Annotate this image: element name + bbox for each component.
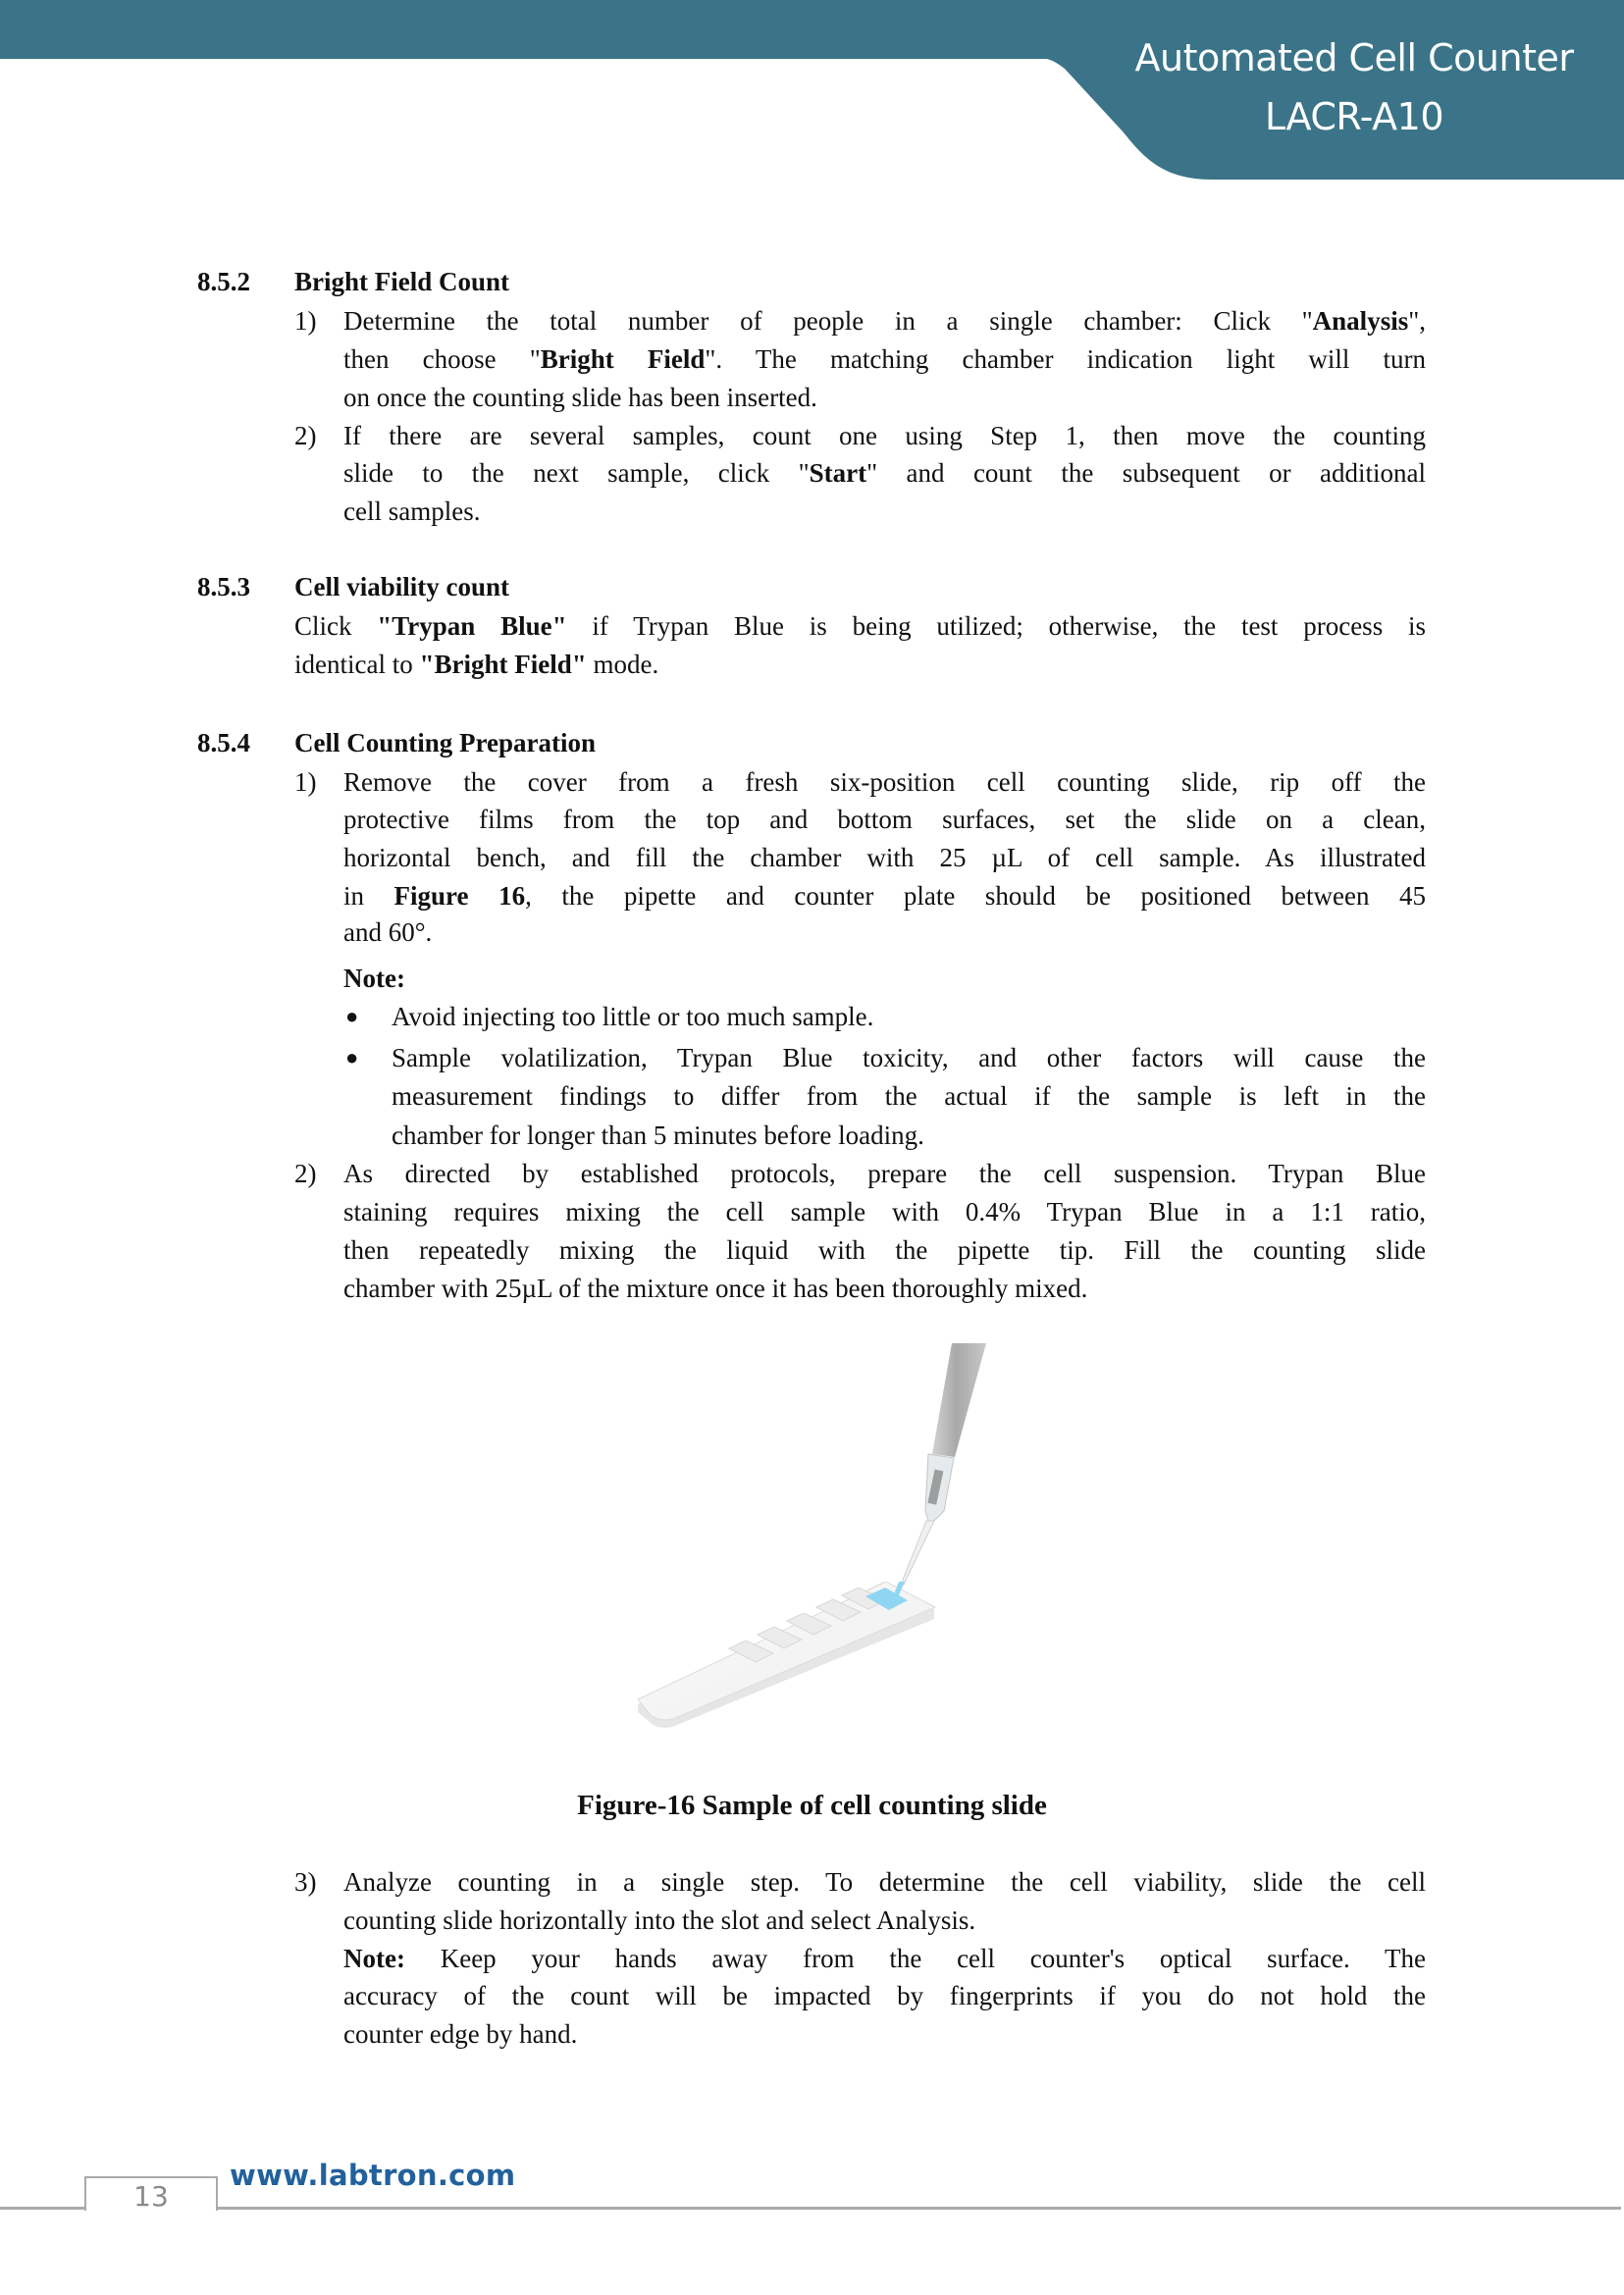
counting-slide — [638, 1582, 935, 1728]
figure-cell-counting-slide — [589, 1325, 1030, 1766]
list-marker: 3) — [294, 1867, 317, 1897]
paragraph-line: Note: Keep your hands away from the cell counter's optical surface. The — [343, 1944, 1426, 1973]
section-number: 8.5.3 — [197, 572, 250, 601]
paragraph-line: cell samples. — [343, 496, 481, 526]
paragraph-line: counting slide horizontally into the slot and select Analysis. — [343, 1905, 976, 1935]
section-number: 8.5.2 — [197, 267, 250, 296]
paragraph-line: Analyze counting in a single step. To determine the cell viability, slide the cell — [343, 1867, 1426, 1897]
page-number: 13 — [133, 2180, 169, 2213]
bullet-text: Avoid injecting too little or too much sample. — [392, 1002, 874, 1031]
paragraph-line: protective films from the top and bottom surfaces, set the slide on a clean, — [343, 805, 1426, 834]
bullet-text: chamber for longer than 5 minutes before loading. — [392, 1121, 924, 1150]
paragraph-line: and 60°. — [343, 917, 433, 947]
paragraph-line: identical to "Bright Field" mode. — [294, 650, 659, 679]
paragraph-line: Click "Trypan Blue" if Trypan Blue is being utilized; otherwise, the test process is — [294, 611, 1427, 641]
paragraph-line: then choose "Bright Field". The matching chamber indication light will turn — [343, 344, 1427, 374]
paragraph-line: counter edge by hand. — [343, 2019, 578, 2049]
footer-rule — [214, 2207, 1621, 2210]
ui-term-trypan-blue: "Trypan Blue" — [377, 611, 567, 641]
header-model: LACR-A10 — [1265, 95, 1443, 138]
ui-term-start: Start — [809, 458, 867, 488]
header-tab-shape — [0, 0, 1624, 186]
ui-term-bright-field: "Bright Field" — [419, 650, 587, 679]
ui-term-bright-field: Bright Field — [540, 344, 706, 374]
paragraph-line: on once the counting slide has been inserted. — [343, 383, 817, 412]
section-title: Cell viability count — [294, 572, 510, 601]
note-label: Note: — [343, 1944, 405, 1973]
bullet-text: measurement findings to differ from the actual if the sample is left in the — [392, 1081, 1426, 1111]
paragraph-line: accuracy of the count will be impacted by fingerprints if you do not hold the — [343, 1981, 1426, 2010]
figure-caption: Figure-16 Sample of cell counting slide — [577, 1790, 1047, 1821]
bullet-icon: ● — [345, 1004, 359, 1028]
note-label: Note: — [343, 964, 405, 993]
paragraph-line: in Figure 16, the pipette and counter plate should be positioned between 45 — [343, 881, 1426, 911]
header-title: Automated Cell Counter — [1134, 36, 1574, 79]
list-marker: 1) — [294, 306, 317, 336]
section-title: Cell Counting Preparation — [294, 728, 597, 757]
website-link[interactable]: www.labtron.com — [230, 2159, 516, 2192]
bullet-icon: ● — [345, 1045, 359, 1069]
list-marker: 2) — [294, 421, 317, 450]
paragraph-line: As directed by established protocols, prepare the cell suspension. Trypan Blue — [343, 1159, 1426, 1188]
footer-rule — [0, 2207, 86, 2210]
paragraph-line: Remove the cover from a fresh six-position cell counting slide, rip off the — [343, 767, 1426, 797]
section-title: Bright Field Count — [294, 267, 510, 296]
paragraph-line: slide to the next sample, click "Start" and count the subsequent or additional — [343, 458, 1426, 488]
pipette — [891, 1343, 986, 1604]
ui-term-analysis: Analysis — [1312, 306, 1409, 336]
list-marker: 1) — [294, 767, 317, 797]
list-marker: 2) — [294, 1159, 317, 1188]
paragraph-line: Determine the total number of people in a single chamber: Click "Analysis", — [343, 306, 1426, 336]
paragraph-line: chamber with 25µL of the mixture once it has been thoroughly mixed. — [343, 1274, 1088, 1303]
paragraph-line: horizontal bench, and fill the chamber with 25 µL of cell sample. As illustrated — [343, 843, 1426, 872]
figure-reference: Figure 16 — [393, 881, 526, 911]
paragraph-line: then repeatedly mixing the liquid with the pipette tip. Fill the counting slide — [343, 1235, 1426, 1265]
paragraph-line: If there are several samples, count one using Step 1, then move the counting — [343, 421, 1426, 450]
paragraph-line: staining requires mixing the cell sample with 0.4% Trypan Blue in a 1:1 ratio, — [343, 1197, 1426, 1226]
section-number: 8.5.4 — [197, 728, 250, 757]
bullet-text: Sample volatilization, Trypan Blue toxicity, and other factors will cause the — [392, 1043, 1426, 1072]
